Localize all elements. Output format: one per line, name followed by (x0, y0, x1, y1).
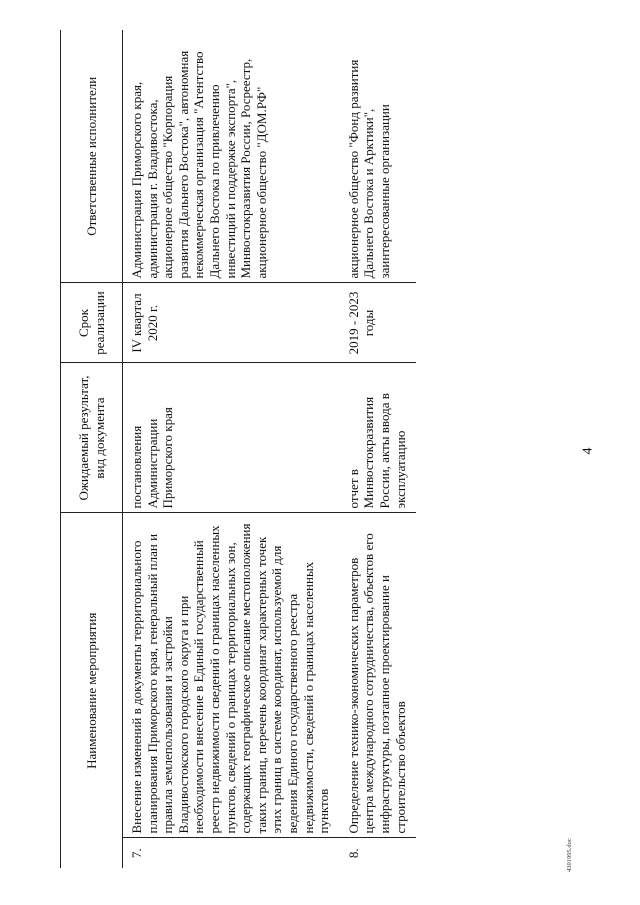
table-header (61, 30, 123, 868)
header-term: Срок реализации (61, 283, 123, 363)
row-result: постановления Администрации Приморского края (123, 363, 340, 513)
row-event: Определение технико-экономических параметров центра международного сотрудничества, объектов его инфраструктуры, поэтапное проектирование и строительство объектов (340, 513, 416, 838)
document-table-wrapper (60, 30, 565, 868)
footer-doc-name: 4301995.doc (566, 838, 573, 872)
row-term: IV квартал 2020 г. (123, 283, 340, 363)
row-result: отчет в Минвостокразвития России, акты ввода в эксплуатацию (340, 363, 416, 513)
header-event: Наименование мероприятия (61, 513, 123, 868)
row-executors: акционерное общество "Фонд развития Дальнего Востока и Арктики", заинтересованные организации (340, 30, 416, 283)
page-number: 4 (580, 447, 596, 455)
row-number: 8. (345, 848, 361, 859)
table-row (123, 30, 340, 868)
table-row (340, 30, 416, 868)
row-event: Внесение изменений в документы территориального планирования Приморского края, генеральный план и правила землепользования и застройки Владивостокского городского округа и при необходимости внесение в Единый государственный реестр недвижимости сведений о границах населенных пунктов, сведений о границах территориальных зон, содержащих географическое описание местоположения таких границ, перечень координат характерных точек этих границ в системе координат, используемой для ведения Единого государственного реестра недвижимости, сведений о границах населенных пунктов (123, 513, 340, 838)
measures-table (60, 30, 416, 868)
row-term: 2019 - 2023 годы (340, 283, 416, 363)
header-executors: Ответственные исполнители (61, 30, 123, 283)
header-result: Ожидаемый результат, вид документа (61, 363, 123, 513)
row-number: 7. (129, 848, 144, 859)
row-executors: Администрация Приморского края, администрация г. Владивостока, акционерное общество "Корпорация развития Дальнего Востока", автономная некоммерческая организация "Агентство Дальнего Востока по привлечению инвестиций и поддержке экспорта", Минвостокразвития России, Росреестр, акционерное общество "ДОМ.РФ" (123, 30, 340, 283)
